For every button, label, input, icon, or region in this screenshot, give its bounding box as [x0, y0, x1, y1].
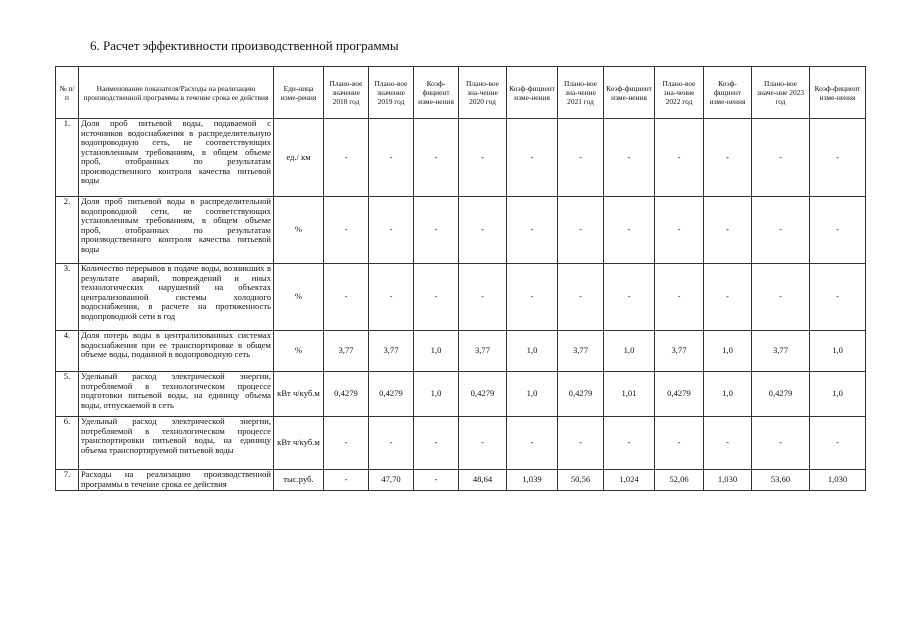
table-row: [56, 331, 866, 372]
cell-value: -: [459, 119, 507, 197]
cell-value: -: [414, 197, 459, 264]
header-coef-2020: Коэф-фициент изме-нения: [507, 67, 558, 119]
cell-value: -: [369, 197, 414, 264]
cell-value: 1,0: [810, 331, 866, 372]
row-number: 5.: [56, 372, 79, 417]
header-coef-2021: Коэф-фициент изме-нения: [604, 67, 655, 119]
row-unit: кВт ч/куб.м: [274, 417, 324, 470]
cell-value: -: [655, 119, 704, 197]
table-header-row: [56, 67, 866, 119]
header-coef-2022: Коэф-фициент изме-нения: [704, 67, 752, 119]
cell-value: 50,56: [558, 470, 604, 491]
cell-value: -: [459, 417, 507, 470]
efficiency-table: [55, 66, 866, 491]
cell-value: -: [324, 197, 369, 264]
row-unit: %: [274, 331, 324, 372]
cell-value: 0,4279: [752, 372, 810, 417]
cell-value: -: [459, 264, 507, 331]
table-row: [56, 264, 866, 331]
cell-value: -: [324, 470, 369, 491]
cell-value: 3,77: [459, 331, 507, 372]
cell-value: -: [752, 417, 810, 470]
cell-value: -: [369, 264, 414, 331]
header-name: Наименование показателя/Расходы на реализацию производственной программы в течение срока ее действия: [79, 67, 274, 119]
table-row: [56, 417, 866, 470]
page-title: 6. Расчет эффективности производственной программы: [90, 38, 399, 53]
row-indicator-name: Расходы на реализацию производственной программы в течение срока ее действия: [79, 470, 274, 491]
cell-value: 0,4279: [369, 372, 414, 417]
cell-value: -: [704, 417, 752, 470]
cell-value: 1,0: [810, 372, 866, 417]
cell-value: 53,60: [752, 470, 810, 491]
row-indicator-name: Количество перерывов в подаче воды, возникших в результате аварий, повреждений и иных технологических нарушений на объектах централизованной системы холодного водоснабжения, в расчете на протяженность водопроводной сети в год: [79, 264, 274, 331]
header-unit: Еди-ница изме-рения: [274, 67, 324, 119]
row-unit: %: [274, 264, 324, 331]
cell-value: -: [414, 119, 459, 197]
cell-value: -: [752, 264, 810, 331]
cell-value: -: [604, 119, 655, 197]
cell-value: 48,64: [459, 470, 507, 491]
cell-value: -: [704, 197, 752, 264]
cell-value: -: [558, 264, 604, 331]
cell-value: 1,039: [507, 470, 558, 491]
cell-value: -: [507, 197, 558, 264]
cell-value: 1,0: [507, 331, 558, 372]
cell-value: 52,06: [655, 470, 704, 491]
cell-value: 1,0: [414, 331, 459, 372]
cell-value: 1,0: [414, 372, 459, 417]
cell-value: -: [752, 119, 810, 197]
header-num: № п/п: [56, 67, 79, 119]
cell-value: -: [414, 264, 459, 331]
header-plan-2023: Плано-вое значе-ние 2023 год: [752, 67, 810, 119]
table-row: [56, 372, 866, 417]
cell-value: -: [369, 119, 414, 197]
cell-value: -: [507, 119, 558, 197]
cell-value: 3,77: [369, 331, 414, 372]
cell-value: 1,030: [810, 470, 866, 491]
row-number: 2.: [56, 197, 79, 264]
cell-value: -: [704, 264, 752, 331]
cell-value: -: [704, 119, 752, 197]
row-number: 3.: [56, 264, 79, 331]
header-coef-2019: Коэф-фициент изме-нения: [414, 67, 459, 119]
cell-value: -: [752, 197, 810, 264]
cell-value: 47,70: [369, 470, 414, 491]
cell-value: -: [810, 264, 866, 331]
row-indicator-name: Доля проб питьевой воды в распределительной водопроводной сети, не соответствующих установленным требованиям, в общем объеме проб, отобранных по результатам производственного контроля качества питьевой воды: [79, 197, 274, 264]
cell-value: -: [558, 197, 604, 264]
cell-value: -: [655, 264, 704, 331]
cell-value: -: [558, 119, 604, 197]
cell-value: -: [507, 417, 558, 470]
cell-value: 0,4279: [459, 372, 507, 417]
cell-value: 0,4279: [324, 372, 369, 417]
row-number: 4.: [56, 331, 79, 372]
cell-value: 1,024: [604, 470, 655, 491]
header-plan-2018: Плано-вое значение 2018 год: [324, 67, 369, 119]
cell-value: 3,77: [655, 331, 704, 372]
cell-value: -: [810, 197, 866, 264]
cell-value: -: [655, 417, 704, 470]
cell-value: 1,0: [704, 331, 752, 372]
cell-value: -: [655, 197, 704, 264]
cell-value: 1,0: [507, 372, 558, 417]
cell-value: -: [459, 197, 507, 264]
row-number: 1.: [56, 119, 79, 197]
row-indicator-name: Удельный расход электрической энергии, потребляемой в технологическом процессе транспортировки питьевой воды, на единицу объема транспортируемой питьевой воды: [79, 417, 274, 470]
cell-value: 0,4279: [558, 372, 604, 417]
cell-value: 3,77: [324, 331, 369, 372]
cell-value: 0,4279: [655, 372, 704, 417]
header-plan-2022: Плано-вое зна-чение 2022 год: [655, 67, 704, 119]
cell-value: -: [810, 417, 866, 470]
header-plan-2021: Плано-вое зна-чение 2021 год: [558, 67, 604, 119]
cell-value: -: [507, 264, 558, 331]
row-unit: ед./ км: [274, 119, 324, 197]
row-unit: тыс.руб.: [274, 470, 324, 491]
row-unit: %: [274, 197, 324, 264]
row-indicator-name: Доля потерь воды в централизованных системах водоснабжения при ее транспортировке в общем объеме воды, поданной в водопроводную сеть: [79, 331, 274, 372]
cell-value: 3,77: [558, 331, 604, 372]
cell-value: -: [324, 417, 369, 470]
row-number: 7.: [56, 470, 79, 491]
cell-value: -: [558, 417, 604, 470]
cell-value: -: [324, 119, 369, 197]
table-row: [56, 470, 866, 491]
row-indicator-name: Доля проб питьевой воды, подаваемой с источников водоснабжения в распределительную водопроводную сеть, не соответствующих установленным требованиям, в общем объеме проб, отобранных по результатам производственного контроля качества питьевой воды: [79, 119, 274, 197]
cell-value: -: [604, 417, 655, 470]
header-coef-2023: Коэф-фициент изме-нения: [810, 67, 866, 119]
header-plan-2019: Плано-вое значение 2019 год: [369, 67, 414, 119]
cell-value: -: [604, 197, 655, 264]
cell-value: 1,0: [604, 331, 655, 372]
cell-value: 1,01: [604, 372, 655, 417]
table-row: [56, 197, 866, 264]
cell-value: -: [369, 417, 414, 470]
header-plan-2020: Плано-вое зна-чение 2020 год: [459, 67, 507, 119]
row-unit: кВт ч/куб.м: [274, 372, 324, 417]
cell-value: 1,0: [704, 372, 752, 417]
cell-value: -: [604, 264, 655, 331]
row-number: 6.: [56, 417, 79, 470]
cell-value: 3,77: [752, 331, 810, 372]
cell-value: -: [414, 470, 459, 491]
cell-value: -: [414, 417, 459, 470]
table-row: [56, 119, 866, 197]
cell-value: -: [324, 264, 369, 331]
cell-value: -: [810, 119, 866, 197]
cell-value: 1,030: [704, 470, 752, 491]
row-indicator-name: Удельный расход электрической энергии, потребляемой в технологическом процессе подготовки питьевой воды, на единицу объема воды, отпускаемой в сеть: [79, 372, 274, 417]
